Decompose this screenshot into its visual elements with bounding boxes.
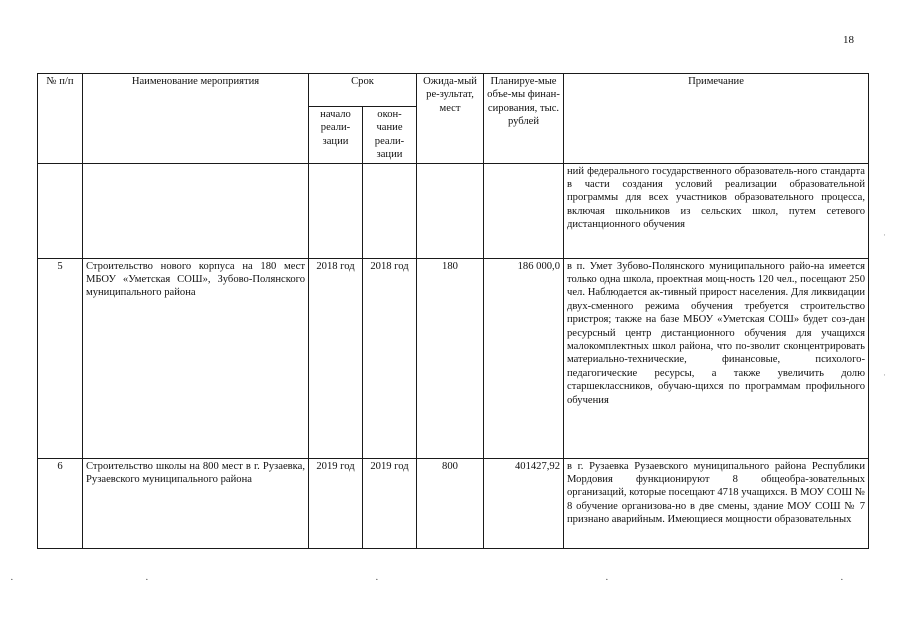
scan-dot: ·: [605, 574, 609, 586]
row-name: Строительство нового корпуса на 180 мест МБОУ «Уметская СОШ», Зубово-Полянского муниципального района: [83, 258, 309, 458]
row-start: 2018 год: [309, 258, 363, 458]
table-row: [38, 258, 869, 458]
header-term: Срок: [309, 74, 417, 107]
events-table: [37, 73, 869, 549]
row-finance: 186 000,0: [484, 258, 564, 458]
scan-dot: ·: [10, 574, 14, 586]
scan-dot: ·: [840, 574, 844, 586]
row-end: 2019 год: [363, 458, 417, 548]
row-name: Строительство школы на 800 мест в г. Рузаевка, Рузаевского муниципального района: [83, 458, 309, 548]
scan-dot: ·: [375, 574, 379, 586]
continuation-note: ний федерального государственного образователь-ного стандарта в части создания условий реализации образовательной программы для всех участников образовательного процесса, включая школьников из сельских школ, путем сетевого дистанционного обучения: [564, 163, 869, 258]
row-note: в г. Рузаевка Рузаевского муниципального района Республики Мордовия функционируют 8 общеобра-зовательных организаций, которые посещают 4718 учащихся. В МОУ СОШ № 8 обучение организова-но в две смены, здание МОУ СОШ № 7 признано аварийным. Имеющиеся мощности образовательных: [564, 458, 869, 548]
row-num: 6: [38, 458, 83, 548]
row-result: 180: [417, 258, 484, 458]
page-number: 18: [843, 34, 854, 46]
header-finance: Планируе-мые объе-мы финан-сирования, тыс. рублей: [484, 74, 564, 164]
header-end: окон-чание реали-зации: [363, 107, 417, 164]
scan-mark: ·: [883, 230, 886, 240]
table-row: [38, 458, 869, 548]
header-row: [38, 74, 869, 107]
row-num: 5: [38, 258, 83, 458]
row-end: 2018 год: [363, 258, 417, 458]
row-start: 2019 год: [309, 458, 363, 548]
row-finance: 401427,92: [484, 458, 564, 548]
header-num: № п/п: [38, 74, 83, 164]
row-note: в п. Умет Зубово-Полянского муниципального райо-на имеется только одна школа, проектная мощ-ность 120 чел., посещают 250 чел. Наблюдается ак-тивный прирост населения. Для ликвидации двух-сменного режима обучения требуется строительство пристроя; также на базе МБОУ «Уметская СОШ» будет соз-дан ресурсный центр дистанционного обучения для учащихся малокомплектных школ района, что по-зволит сконцентрировать материально-технические, финансовые, психолого-педагогические ресурсы, а также увеличить долю старшеклассников, обучаю-щихся по программам профильного обучения: [564, 258, 869, 458]
table-row-continuation: [38, 163, 869, 258]
row-result: 800: [417, 458, 484, 548]
scan-mark: ·: [883, 370, 886, 380]
header-result: Ожида-мый ре-зультат, мест: [417, 74, 484, 164]
scan-dot: ·: [145, 574, 149, 586]
header-start: начало реали-зации: [309, 107, 363, 164]
header-note: Примечание: [564, 74, 869, 164]
header-name: Наименование мероприятия: [83, 74, 309, 164]
